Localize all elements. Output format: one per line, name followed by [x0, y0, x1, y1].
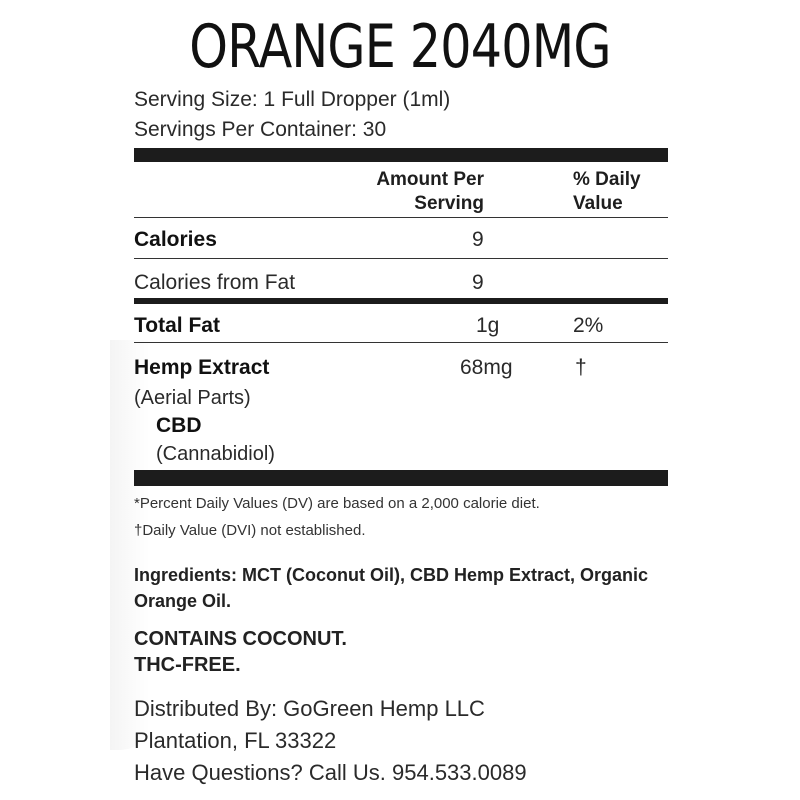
row-label-calories: Calories: [134, 228, 217, 251]
servings-per-container: Servings Per Container: 30: [134, 118, 387, 141]
ingredients: Ingredients: MCT (Coconut Oil), CBD Hemp Extract, Organic Orange Oil.: [134, 565, 649, 611]
header-daily-value: [573, 168, 641, 216]
header-amount-line1: Amount Per: [376, 169, 484, 190]
header-amount-line2: Serving: [414, 193, 484, 214]
thc-free: THC-FREE.: [134, 654, 241, 676]
serving-size: Serving Size: 1 Full Dropper (1ml): [134, 88, 451, 111]
row-label-calories-from-fat: Calories from Fat: [134, 271, 296, 294]
bottom-thick-bar: [134, 470, 668, 486]
footnote-dagger: †Daily Value (DVI) not established.: [134, 522, 366, 539]
row-sublabel-cbd: (Cannabidiol): [156, 443, 275, 465]
product-title: ORANGE 2040MG: [189, 12, 611, 82]
contains-coconut: CONTAINS COCONUT.: [134, 628, 347, 650]
row-label-hemp-extract: Hemp Extract: [134, 356, 270, 379]
distributor-name: Distributed By: GoGreen Hemp LLC: [134, 696, 485, 721]
row-label-total-fat: Total Fat: [134, 314, 220, 337]
row-amount-total-fat: 1g: [476, 314, 500, 337]
row-amount-hemp-extract: 68mg: [460, 356, 513, 379]
header-amount-per-serving: [372, 168, 484, 216]
footnote-percent-dv: *Percent Daily Values (DV) are based on a 2,000 calorie diet.: [134, 495, 540, 512]
row-dv-hemp-extract: †: [575, 356, 587, 379]
medium-bar: [134, 298, 668, 304]
row-dv-total-fat: 2%: [573, 314, 604, 337]
row-amount-calories-from-fat: 9: [472, 271, 484, 294]
row-divider: [134, 217, 668, 218]
header-daily-line1: % Daily: [573, 169, 641, 190]
distributor-contact: Have Questions? Call Us. 954.533.0089: [134, 760, 527, 785]
distributor-location: Plantation, FL 33322: [134, 728, 337, 753]
row-sublabel-hemp-extract: (Aerial Parts): [134, 387, 251, 409]
row-label-cbd: CBD: [156, 414, 202, 437]
top-thick-bar: [134, 148, 668, 162]
row-divider: [134, 342, 668, 343]
row-divider: [134, 258, 668, 259]
header-daily-line2: Value: [573, 193, 623, 214]
row-amount-calories: 9: [472, 228, 484, 251]
